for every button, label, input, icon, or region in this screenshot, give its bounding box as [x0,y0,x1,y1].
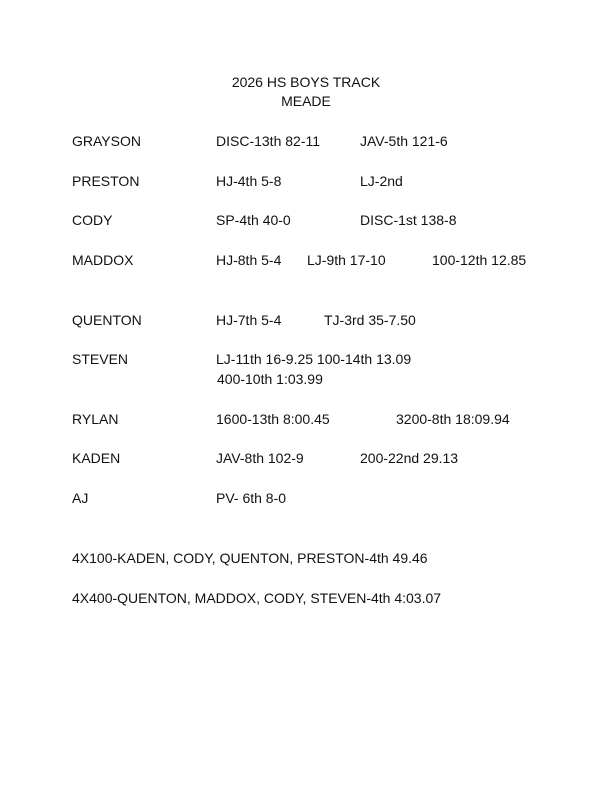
athlete-event: 1600-13th 8:00.45 [216,411,330,427]
athlete-event: PV- 6th 8-0 [216,490,287,506]
athlete-name: GRAYSON [72,133,141,149]
athlete-event: LJ-9th 17-10 [307,252,386,268]
athlete-event: HJ-8th 5-4 [216,252,282,268]
relay-result: 4X400-QUENTON, MADDOX, CODY, STEVEN-4th 4:03.07 [72,590,442,606]
athlete-event: HJ-4th 5-8 [216,173,282,189]
athlete-event: DISC-1st 138-8 [360,212,457,228]
athlete-event: HJ-7th 5-4 [216,312,282,328]
athlete-event: 3200-8th 18:09.94 [396,411,510,427]
document-title [0,73,612,91]
athlete-name: PRESTON [72,173,140,189]
athlete-name: MADDOX [72,252,134,268]
athlete-name: STEVEN [72,351,129,367]
athlete-event: LJ-2nd [360,173,403,189]
athlete-event: 400-10th 1:03.99 [217,371,323,387]
relay-result: 4X100-KADEN, CODY, QUENTON, PRESTON-4th 49.46 [72,550,428,566]
document-subtitle [0,92,612,110]
athlete-event: LJ-11th 16-9.25 100-14th 13.09 [216,351,412,367]
athlete-event: SP-4th 40-0 [216,212,291,228]
athlete-event: TJ-3rd 35-7.50 [324,312,416,328]
athlete-event: 200-22nd 29.13 [360,450,459,466]
subtitle-text: MEADE [281,93,331,109]
athlete-event: JAV-5th 121-6 [360,133,448,149]
athlete-name: KADEN [72,450,121,466]
athlete-name: QUENTON [72,312,142,328]
athlete-event: 100-12th 12.85 [432,252,527,268]
title-text: 2026 HS BOYS TRACK [231,74,381,90]
athlete-name: CODY [72,212,113,228]
athlete-name: AJ [72,490,89,506]
athlete-event: JAV-8th 102-9 [216,450,304,466]
athlete-event: DISC-13th 82-11 [216,133,321,149]
athlete-name: RYLAN [72,411,119,427]
